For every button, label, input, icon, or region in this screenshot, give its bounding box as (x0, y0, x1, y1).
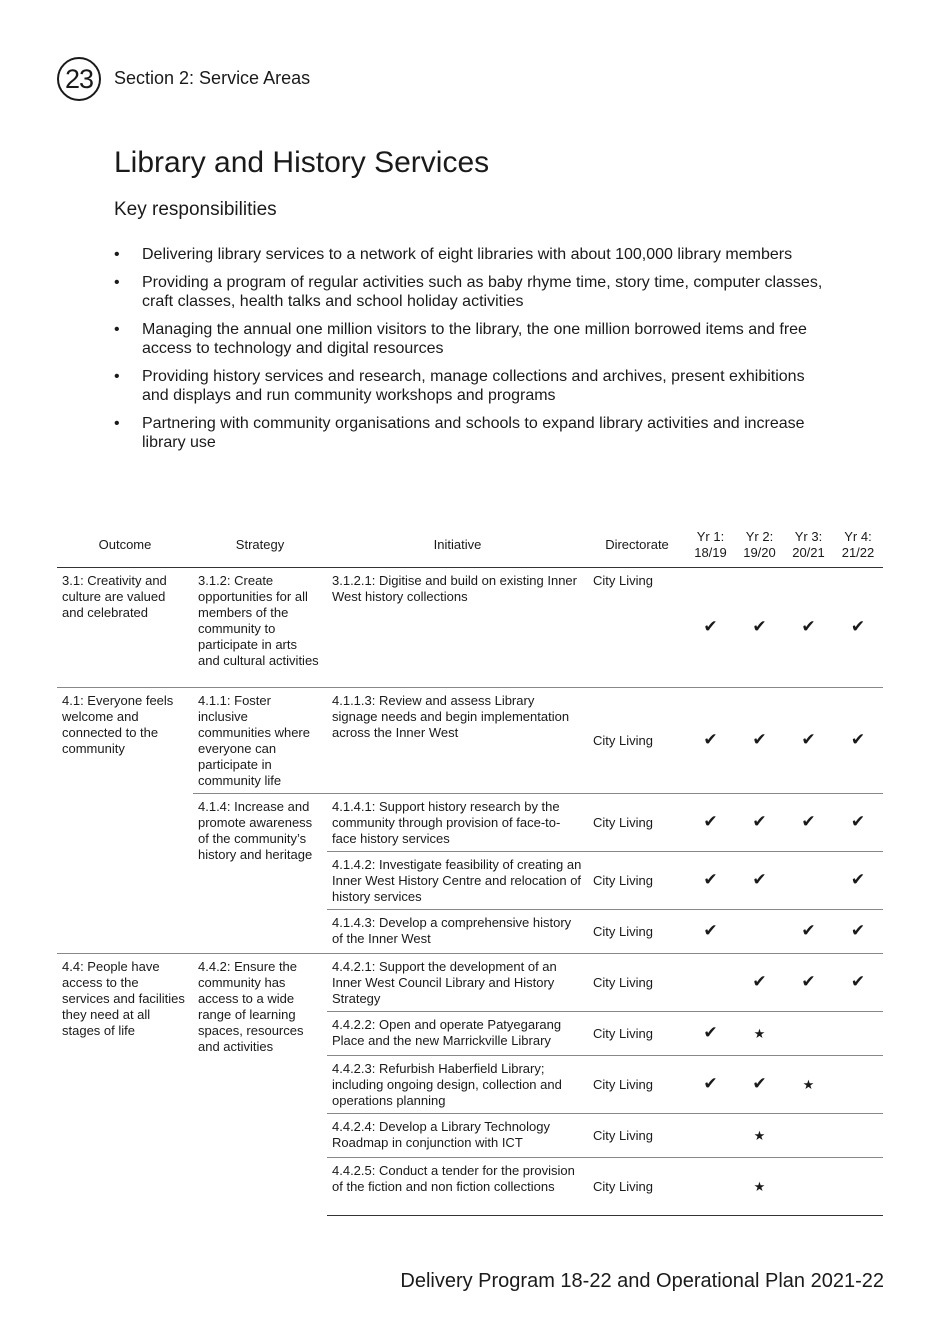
bullet-icon: • (114, 414, 120, 432)
page-number: 23 (57, 57, 101, 101)
table-row (57, 688, 883, 794)
initiative-cell: 4.1.4.3: Develop a comprehensive history of the Inner West (327, 910, 588, 954)
year-mark (833, 1012, 883, 1056)
list-item (114, 273, 834, 312)
outcome-cell: 3.1: Creativity and culture are valued and celebrated (57, 568, 193, 688)
checkmark-icon: ✔ (850, 921, 866, 940)
column-header-yr3: Yr 3: 20/21 (784, 525, 833, 568)
year-mark (686, 954, 735, 1012)
year-mark (735, 1114, 784, 1158)
year-mark (784, 1012, 833, 1056)
list-item-text: Providing a program of regular activities such as baby rhyme time, story time, computer classes, craft classes, health talks and school holiday activities (142, 273, 823, 310)
checkmark-icon: ✔ (752, 812, 767, 831)
directorate-cell: City Living (588, 568, 686, 688)
year-mark (784, 688, 833, 794)
star-icon: ★ (753, 1025, 766, 1041)
year-mark (833, 568, 883, 688)
checkmark-icon: ✔ (703, 812, 718, 831)
list-item (114, 320, 834, 359)
checkmark-icon: ✔ (850, 812, 866, 831)
directorate-cell: City Living (588, 1056, 686, 1114)
column-header-yr4: Yr 4: 21/22 (833, 525, 883, 568)
list-item (114, 245, 834, 265)
initiative-cell: 4.4.2.3: Refurbish Haberfield Library; including ongoing design, collection and operations planning (327, 1056, 588, 1114)
year-mark (735, 794, 784, 852)
directorate-cell: City Living (588, 852, 686, 910)
checkmark-icon: ✔ (703, 1023, 718, 1042)
checkmark-icon: ✔ (752, 617, 767, 636)
list-item-text: Managing the annual one million visitors to the library, the one million borrowed items and free access to technology and digital resources (142, 320, 807, 357)
column-header-yr1: Yr 1: 18/19 (686, 525, 735, 568)
initiative-cell: 4.4.2.2: Open and operate Patyegarang Place and the new Marrickville Library (327, 1012, 588, 1056)
year-mark (784, 1056, 833, 1114)
year-mark (686, 852, 735, 910)
list-item (114, 414, 834, 453)
initiatives-table (57, 525, 883, 1216)
checkmark-icon: ✔ (703, 617, 718, 636)
checkmark-icon: ✔ (703, 921, 718, 940)
outcome-cell: 4.4: People have access to the services and facilities they need at all stages of life (57, 954, 193, 1216)
initiative-cell: 4.1.4.2: Investigate feasibility of creating an Inner West History Centre and relocation of history services (327, 852, 588, 910)
year-mark (686, 1114, 735, 1158)
bullet-icon: • (114, 320, 120, 338)
year-mark (686, 688, 735, 794)
year-mark (784, 1158, 833, 1216)
list-item (114, 367, 834, 406)
list-item-text: Providing history services and research, manage collections and archives, present exhibitions and displays and run community workshops and programs (142, 367, 805, 404)
year-mark (735, 910, 784, 954)
year-mark (735, 852, 784, 910)
year-mark (833, 688, 883, 794)
column-header-strategy: Strategy (193, 525, 327, 568)
checkmark-icon: ✔ (703, 870, 718, 889)
checkmark-icon: ✔ (752, 730, 767, 749)
directorate-cell: City Living (588, 1114, 686, 1158)
year-mark (686, 910, 735, 954)
page-title: Library and History Services (114, 146, 490, 179)
year-mark (784, 910, 833, 954)
checkmark-icon: ✔ (801, 730, 816, 749)
year-mark (735, 688, 784, 794)
year-mark (833, 1158, 883, 1216)
year-mark (686, 1012, 735, 1056)
year-mark (784, 568, 833, 688)
star-icon: ★ (753, 1178, 766, 1194)
checkmark-icon: ✔ (703, 730, 718, 749)
column-header-outcome: Outcome (57, 525, 193, 568)
strategy-cell: 4.1.4: Increase and promote awareness of the community’s history and heritage (193, 794, 327, 954)
year-mark (784, 1114, 833, 1158)
list-item-text: Delivering library services to a network of eight libraries with about 100,000 library members (142, 246, 793, 263)
column-header-directorate: Directorate (588, 525, 686, 568)
checkmark-icon: ✔ (801, 972, 816, 991)
strategy-cell: 4.1.1: Foster inclusive communities where everyone can participate in community life (193, 688, 327, 794)
year-mark (735, 1012, 784, 1056)
responsibilities-list (114, 245, 834, 461)
initiative-cell: 4.1.1.3: Review and assess Library signage needs and begin implementation across the Inner West (327, 688, 588, 794)
year-mark (833, 852, 883, 910)
initiative-cell: 3.1.2.1: Digitise and build on existing Inner West history collections (327, 568, 588, 688)
bullet-icon: • (114, 367, 120, 385)
section-label: Section 2: Service Areas (114, 68, 311, 88)
bullet-icon: • (114, 246, 120, 263)
checkmark-icon: ✔ (850, 617, 866, 636)
checkmark-icon: ✔ (850, 972, 866, 991)
checkmark-icon: ✔ (850, 730, 866, 749)
directorate-cell: City Living (588, 688, 686, 794)
year-mark (784, 794, 833, 852)
checkmark-icon: ✔ (801, 617, 816, 636)
year-mark (735, 1158, 784, 1216)
bullet-icon: • (114, 273, 120, 291)
year-mark (735, 954, 784, 1012)
year-mark (833, 954, 883, 1012)
checkmark-icon: ✔ (752, 972, 767, 991)
year-mark (833, 794, 883, 852)
page-footer: Delivery Program 18-22 and Operational Plan 2021-22 (400, 1270, 884, 1292)
list-item-text: Partnering with community organisations and schools to expand library activities and increase library use (142, 414, 805, 451)
initiative-cell: 4.4.2.5: Conduct a tender for the provision of the fiction and non fiction collections (327, 1158, 588, 1216)
strategy-cell: 3.1.2: Create opportunities for all members of the community to participate in arts and cultural activities (193, 568, 327, 688)
strategy-cell: 4.4.2: Ensure the community has access to a wide range of learning spaces, resources and activities (193, 954, 327, 1216)
page-subtitle: Key responsibilities (114, 199, 277, 220)
year-mark (686, 1158, 735, 1216)
year-mark (686, 568, 735, 688)
initiative-cell: 4.4.2.1: Support the development of an Inner West Council Library and History Strategy (327, 954, 588, 1012)
directorate-cell: City Living (588, 1158, 686, 1216)
directorate-cell: City Living (588, 954, 686, 1012)
year-mark (735, 1056, 784, 1114)
table-row (57, 954, 883, 1012)
directorate-cell: City Living (588, 910, 686, 954)
column-header-yr2: Yr 2: 19/20 (735, 525, 784, 568)
checkmark-icon: ✔ (801, 812, 816, 831)
year-mark (784, 852, 833, 910)
checkmark-icon: ✔ (801, 921, 816, 940)
table-row (57, 568, 883, 688)
year-mark (833, 1056, 883, 1114)
initiative-cell: 4.1.4.1: Support history research by the community through provision of face-to-face history services (327, 794, 588, 852)
year-mark (686, 794, 735, 852)
directorate-cell: City Living (588, 794, 686, 852)
checkmark-icon: ✔ (752, 1074, 767, 1093)
year-mark (735, 568, 784, 688)
column-header-initiative: Initiative (327, 525, 588, 568)
directorate-cell: City Living (588, 1012, 686, 1056)
star-icon: ★ (802, 1076, 815, 1092)
checkmark-icon: ✔ (703, 1074, 718, 1093)
star-icon: ★ (753, 1127, 766, 1143)
checkmark-icon: ✔ (850, 870, 866, 889)
initiative-cell: 4.4.2.4: Develop a Library Technology Roadmap in conjunction with ICT (327, 1114, 588, 1158)
checkmark-icon: ✔ (752, 870, 767, 889)
year-mark (833, 1114, 883, 1158)
year-mark (833, 910, 883, 954)
outcome-cell: 4.1: Everyone feels welcome and connected to the community (57, 688, 193, 954)
year-mark (686, 1056, 735, 1114)
table-header-row (57, 525, 883, 568)
year-mark (784, 954, 833, 1012)
